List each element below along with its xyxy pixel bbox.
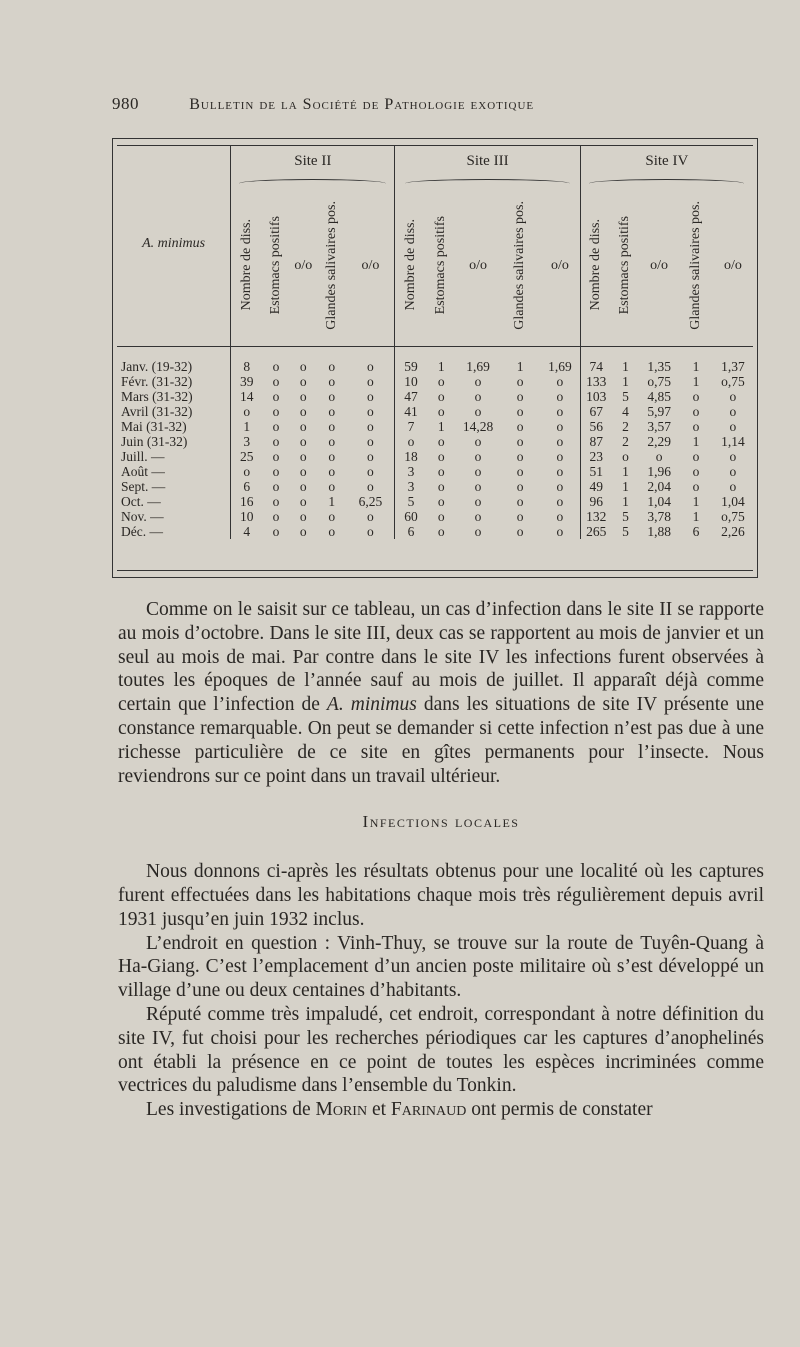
paragraph-5-conj: et — [367, 1099, 391, 1121]
month-cell: Avril (31-32) — [121, 404, 193, 419]
table-cell: o — [299, 479, 307, 494]
table-cell: o — [516, 374, 524, 389]
table-cell: o — [328, 389, 336, 404]
table-cell: o — [299, 494, 307, 509]
table-cell: o — [299, 359, 307, 374]
table-cell: o — [729, 449, 737, 464]
table-cell: o — [729, 389, 737, 404]
table-cell: o — [367, 464, 374, 479]
table-cell: o — [474, 509, 482, 524]
column-header — [713, 190, 753, 340]
table-cell: o — [516, 479, 524, 494]
table-cell: 2 — [622, 419, 629, 434]
table-cell: 39 — [231, 374, 263, 389]
column-header — [456, 190, 500, 340]
table-cell: o — [328, 524, 336, 539]
month-cell: Mars (31-32) — [121, 389, 193, 404]
table-cell: 1 — [622, 374, 629, 389]
column-header — [426, 190, 455, 340]
column-header-label: o/o — [650, 257, 669, 273]
table-cell: 51 — [580, 464, 612, 479]
column-header — [612, 190, 639, 340]
table-cell: o — [516, 389, 524, 404]
column-header-label: Glandes salivaires pos. — [323, 200, 339, 330]
table-cell: o — [328, 404, 336, 419]
table-cell: o — [474, 524, 482, 539]
column-header — [395, 190, 427, 340]
table-cell: 2,29 — [647, 434, 671, 449]
table-row — [117, 374, 753, 389]
paragraph-3: L’endroit en question : Vinh-Thuy, se trouve sur la route de Tuyên-Quang à Ha-Giang. C’est l’emplacement d’un ancien poste militaire où s’est développé un village d’une ou deux centaines d’habitants. — [118, 932, 764, 1002]
table-cell: o — [622, 449, 629, 464]
author-farinaud: Farinaud — [390, 1099, 467, 1121]
table-cell: o — [729, 404, 737, 419]
table-cell: o — [299, 434, 307, 449]
month-cell: Janv. (19-32) — [121, 359, 193, 374]
table-cell: o — [556, 449, 564, 464]
table-cell: o — [272, 434, 280, 449]
table-row — [117, 419, 753, 434]
table-cell: o — [272, 419, 280, 434]
table-cell: o — [328, 374, 336, 389]
table-cell: 1,35 — [647, 359, 671, 374]
table-cell: o — [516, 509, 524, 524]
paragraph-2: Nous donnons ci-après les résultats obtenus pour une localité où les captures furent effectuées dans les habitations chaque mois très régulièrement depuis avril 1931 jusqu’en juin 1932 inclus. — [118, 861, 764, 930]
table-cell: o — [474, 374, 482, 389]
column-header-label: Glandes salivaires pos. — [512, 200, 528, 330]
month-cell: Déc. — — [121, 524, 163, 539]
table-cell: 2,26 — [721, 524, 745, 539]
table-cell: o — [367, 359, 374, 374]
table-cell: 5 — [395, 494, 427, 509]
site-iii-brace — [405, 179, 571, 188]
table-cell: o — [299, 509, 307, 524]
column-header — [580, 190, 612, 340]
column-header-label: o/o — [294, 257, 313, 273]
table-cell: 56 — [580, 419, 612, 434]
table-cell: 14,28 — [462, 419, 494, 434]
paragraph-1-part-a: Comme on le saisit sur ce tableau, un cas d’infection dans le site II se rapporte au mois d’octobre. Dans le site III, deux cas se rapportent au mois de janvier et un seul au mois de mai. Par contre dans le site IV les infections furent observées à toutes les époques de l’année sauf au mois de juillet. Il apparaît déjà comme certain que l’infection de — [118, 599, 764, 716]
column-header-label: Nombre de diss. — [238, 219, 254, 311]
month-cell: Févr. (31-32) — [121, 374, 193, 389]
table-cell: o — [299, 464, 307, 479]
column-header-label: Estomacs positifs — [617, 215, 633, 315]
table-cell: o — [692, 404, 700, 419]
table-cell: o — [437, 494, 445, 509]
infection-table — [117, 146, 753, 539]
paragraph-4: Réputé comme très impaludé, cet endroit, correspondant à notre définition du site IV, fut choisi pour les recherches périodiques car les captures d’anophelinés ont établi la présence en ce point de toutes les espèces incriminées comme vectrices du paludisme dans l’ensemble du Tonkin. — [118, 1003, 764, 1097]
table-cell: o — [299, 374, 307, 389]
table-cell: o — [437, 449, 445, 464]
table-cell: 1,04 — [647, 494, 671, 509]
table-cell: 1 — [437, 419, 445, 434]
table-cell: o — [437, 404, 445, 419]
table-cell: 5 — [622, 389, 629, 404]
table-row — [117, 389, 753, 404]
table-cell: 74 — [580, 359, 612, 374]
paragraph-5-part-b: ont permis de constater — [466, 1099, 653, 1121]
table-cell: o — [556, 479, 564, 494]
table-cell: 6 — [395, 524, 427, 539]
column-header — [290, 190, 317, 340]
table-cell: 103 — [580, 389, 612, 404]
section-title: Infections locales — [362, 812, 520, 832]
table-cell: o — [272, 404, 280, 419]
table-cell: o,75 — [721, 509, 745, 524]
column-header — [540, 190, 580, 340]
table-cell: 1 — [622, 464, 629, 479]
table-cell: o — [395, 434, 427, 449]
table-cell: o — [474, 404, 482, 419]
month-cell: Oct. — — [121, 494, 161, 509]
month-cell: Nov. — — [121, 509, 164, 524]
table-cell: o — [437, 374, 445, 389]
column-header-label: o/o — [469, 257, 487, 273]
table-cell: o — [272, 359, 280, 374]
table-cell: o — [729, 419, 737, 434]
table-cell: 49 — [580, 479, 612, 494]
body-text — [118, 598, 764, 1122]
table-row — [117, 464, 753, 479]
table-cell: o — [556, 434, 564, 449]
column-header-label: Nombre de diss. — [402, 219, 418, 311]
row-header: A. minimus — [142, 235, 206, 251]
table-cell: o — [474, 479, 482, 494]
table-cell: o — [328, 449, 336, 464]
table-cell: 3,78 — [647, 509, 671, 524]
paragraph-5 — [118, 1098, 764, 1122]
column-header-label: o/o — [723, 257, 742, 273]
table-cell: 23 — [580, 449, 612, 464]
table-cell: 67 — [580, 404, 612, 419]
month-cell: Août — — [121, 464, 165, 479]
table-cell: o — [516, 449, 524, 464]
table-cell: o — [328, 359, 336, 374]
table-cell: 1 — [622, 359, 629, 374]
table-cell: o — [729, 479, 737, 494]
table-row — [117, 434, 753, 449]
column-header — [231, 190, 263, 340]
table-cell: o — [367, 404, 374, 419]
table-cell: 1 — [622, 494, 629, 509]
table-row — [117, 509, 753, 524]
table-cell: o — [474, 464, 482, 479]
table-cell: o — [367, 449, 374, 464]
table-cell: 1 — [692, 434, 700, 449]
table-cell: o — [474, 494, 482, 509]
paragraph-5-part-a: Les investigations de — [146, 1099, 316, 1121]
table-cell: o — [272, 374, 280, 389]
table-cell: 96 — [580, 494, 612, 509]
column-header — [262, 190, 289, 340]
table-cell: 4,85 — [647, 389, 671, 404]
table-cell: o — [367, 389, 374, 404]
table-cell: o — [692, 479, 700, 494]
table-cell: o — [272, 479, 280, 494]
table-cell: o — [367, 524, 374, 539]
table-row — [117, 359, 753, 374]
table-cell: o — [231, 464, 263, 479]
table-cell: 14 — [231, 389, 263, 404]
site-ii-header: Site II — [231, 146, 395, 176]
table-cell: o — [328, 509, 336, 524]
table-cell: o — [556, 389, 564, 404]
table-cell: 1,69 — [466, 359, 490, 374]
column-header — [500, 190, 540, 340]
table-cell: 1,69 — [548, 359, 572, 374]
table-cell: o — [556, 509, 564, 524]
table-cell: o — [299, 449, 307, 464]
paragraph-1-part-b: dans les situations de site IV présente une constance remarquable. On peut se demander si cette infection n’est pas due à une richesse particulière de ce site en gîtes permanents pour l’insecte. Nous reviendrons sur ce point dans un travail ultérieur. — [118, 694, 764, 787]
author-morin: Morin — [315, 1099, 368, 1121]
table-cell: 2 — [622, 434, 629, 449]
running-title: Bulletin de la Société de Pathologie exotique — [189, 96, 535, 113]
table-cell: 16 — [231, 494, 263, 509]
column-header-label: Estomacs positifs — [433, 215, 449, 315]
month-cell: Mai (31-32) — [121, 419, 187, 434]
site-iii-header: Site III — [395, 146, 580, 176]
table-cell: o — [272, 524, 280, 539]
table-cell: 1 — [692, 509, 700, 524]
table-cell: o — [328, 479, 336, 494]
table-cell: o — [556, 404, 564, 419]
data-table-frame — [112, 138, 758, 578]
table-cell: o — [367, 479, 374, 494]
table-cell: 3 — [395, 479, 427, 494]
table-cell: o — [516, 434, 524, 449]
table-cell: 6,25 — [358, 494, 383, 509]
table-cell: 1 — [622, 479, 629, 494]
table-cell: 25 — [231, 449, 263, 464]
table-cell: 87 — [580, 434, 612, 449]
table-cell: o — [437, 524, 445, 539]
table-cell: o — [437, 389, 445, 404]
table-cell: 1 — [437, 359, 445, 374]
table-cell: o — [437, 464, 445, 479]
species-name: A. minimus — [326, 694, 417, 716]
table-cell: 6 — [231, 479, 263, 494]
table-cell: 1,88 — [647, 524, 671, 539]
table-cell: 5 — [622, 524, 629, 539]
site-ii-brace — [239, 179, 386, 188]
column-header-label: o/o — [361, 257, 380, 273]
table-cell: o — [328, 419, 336, 434]
table-cell: 10 — [231, 509, 263, 524]
table-cell: 1 — [516, 359, 524, 374]
table-cell: 1,04 — [721, 494, 745, 509]
table-cell: 47 — [395, 389, 427, 404]
column-header — [317, 190, 346, 340]
table-cell: 1 — [692, 359, 700, 374]
table-cell: o — [556, 464, 564, 479]
table-cell: 60 — [395, 509, 427, 524]
column-header — [346, 190, 394, 340]
table-cell: o — [437, 479, 445, 494]
table-cell: 4 — [622, 404, 629, 419]
table-row — [117, 449, 753, 464]
column-header-label: Glandes salivaires pos. — [687, 200, 703, 330]
table-cell: o — [516, 524, 524, 539]
table-cell: o — [556, 374, 564, 389]
month-cell: Juin (31-32) — [121, 434, 188, 449]
table-cell: o — [272, 494, 280, 509]
table-cell: 3 — [231, 434, 263, 449]
table-cell: o — [328, 464, 336, 479]
table-cell: 5,97 — [647, 404, 671, 419]
table-cell: o — [299, 419, 307, 434]
table-cell: 18 — [395, 449, 427, 464]
table-cell: o — [516, 404, 524, 419]
table-cell: o — [437, 434, 445, 449]
table-cell: 132 — [580, 509, 612, 524]
table-cell: o — [367, 509, 374, 524]
table-cell: 6 — [692, 524, 700, 539]
table-cell: o — [516, 419, 524, 434]
table-cell: 41 — [395, 404, 427, 419]
table-cell: o — [692, 419, 700, 434]
table-cell: o — [437, 509, 445, 524]
table-cell: o — [367, 434, 374, 449]
table-cell: o,75 — [721, 374, 745, 389]
page-number: 980 — [112, 94, 139, 113]
table-cell: o — [299, 524, 307, 539]
column-header — [639, 190, 679, 340]
table-cell: 10 — [395, 374, 427, 389]
table-row — [117, 479, 753, 494]
site-iv-header: Site IV — [580, 146, 753, 176]
table-cell: o,75 — [647, 374, 671, 389]
table-row — [117, 404, 753, 419]
table-cell: o — [729, 464, 737, 479]
table-cell: o — [367, 374, 374, 389]
table-cell: o — [367, 419, 374, 434]
table-cell: 4 — [231, 524, 263, 539]
table-cell: o — [474, 434, 482, 449]
column-header-label: o/o — [550, 257, 569, 273]
table-cell: 265 — [580, 524, 612, 539]
table-cell: o — [556, 494, 564, 509]
table-cell: 7 — [395, 419, 427, 434]
table-cell: o — [692, 449, 700, 464]
table-cell: 3,57 — [647, 419, 671, 434]
site-iv-brace — [589, 179, 744, 188]
table-cell: o — [299, 389, 307, 404]
table-cell: 1,96 — [647, 464, 671, 479]
table-cell: 1 — [231, 419, 263, 434]
table-row — [117, 524, 753, 539]
table-cell: o — [516, 464, 524, 479]
table-cell: o — [474, 449, 482, 464]
table-cell: 3 — [395, 464, 427, 479]
table-cell: o — [299, 404, 307, 419]
table-cell: o — [328, 434, 336, 449]
table-cell: 8 — [231, 359, 263, 374]
table-cell: 5 — [622, 509, 629, 524]
table-cell: 2,04 — [647, 479, 671, 494]
table-row — [117, 494, 753, 509]
table-cell: 1 — [692, 494, 700, 509]
month-cell: Juill. — — [121, 449, 165, 464]
table-cell: 1 — [692, 374, 700, 389]
table-cell: o — [272, 389, 280, 404]
table-cell: o — [556, 419, 564, 434]
column-header-label: Estomacs positifs — [267, 215, 283, 315]
column-header — [679, 190, 713, 340]
table-cell: o — [272, 449, 280, 464]
table-cell: 133 — [580, 374, 612, 389]
table-cell: 59 — [395, 359, 427, 374]
table-cell: 1,37 — [721, 359, 745, 374]
table-cell: o — [474, 389, 482, 404]
table-cell: o — [655, 449, 663, 464]
table-cell: o — [272, 509, 280, 524]
table-cell: o — [692, 389, 700, 404]
table-cell: 1,14 — [721, 434, 745, 449]
page-header — [112, 94, 672, 114]
table-cell: 1 — [328, 494, 336, 509]
table-cell: o — [556, 524, 564, 539]
paragraph-1 — [118, 598, 764, 788]
table-cell: o — [516, 494, 524, 509]
table-cell: o — [272, 464, 280, 479]
table-cell: o — [692, 464, 700, 479]
column-header-label: Nombre de diss. — [588, 219, 604, 311]
table-cell: o — [231, 404, 263, 419]
month-cell: Sept. — — [121, 479, 166, 494]
